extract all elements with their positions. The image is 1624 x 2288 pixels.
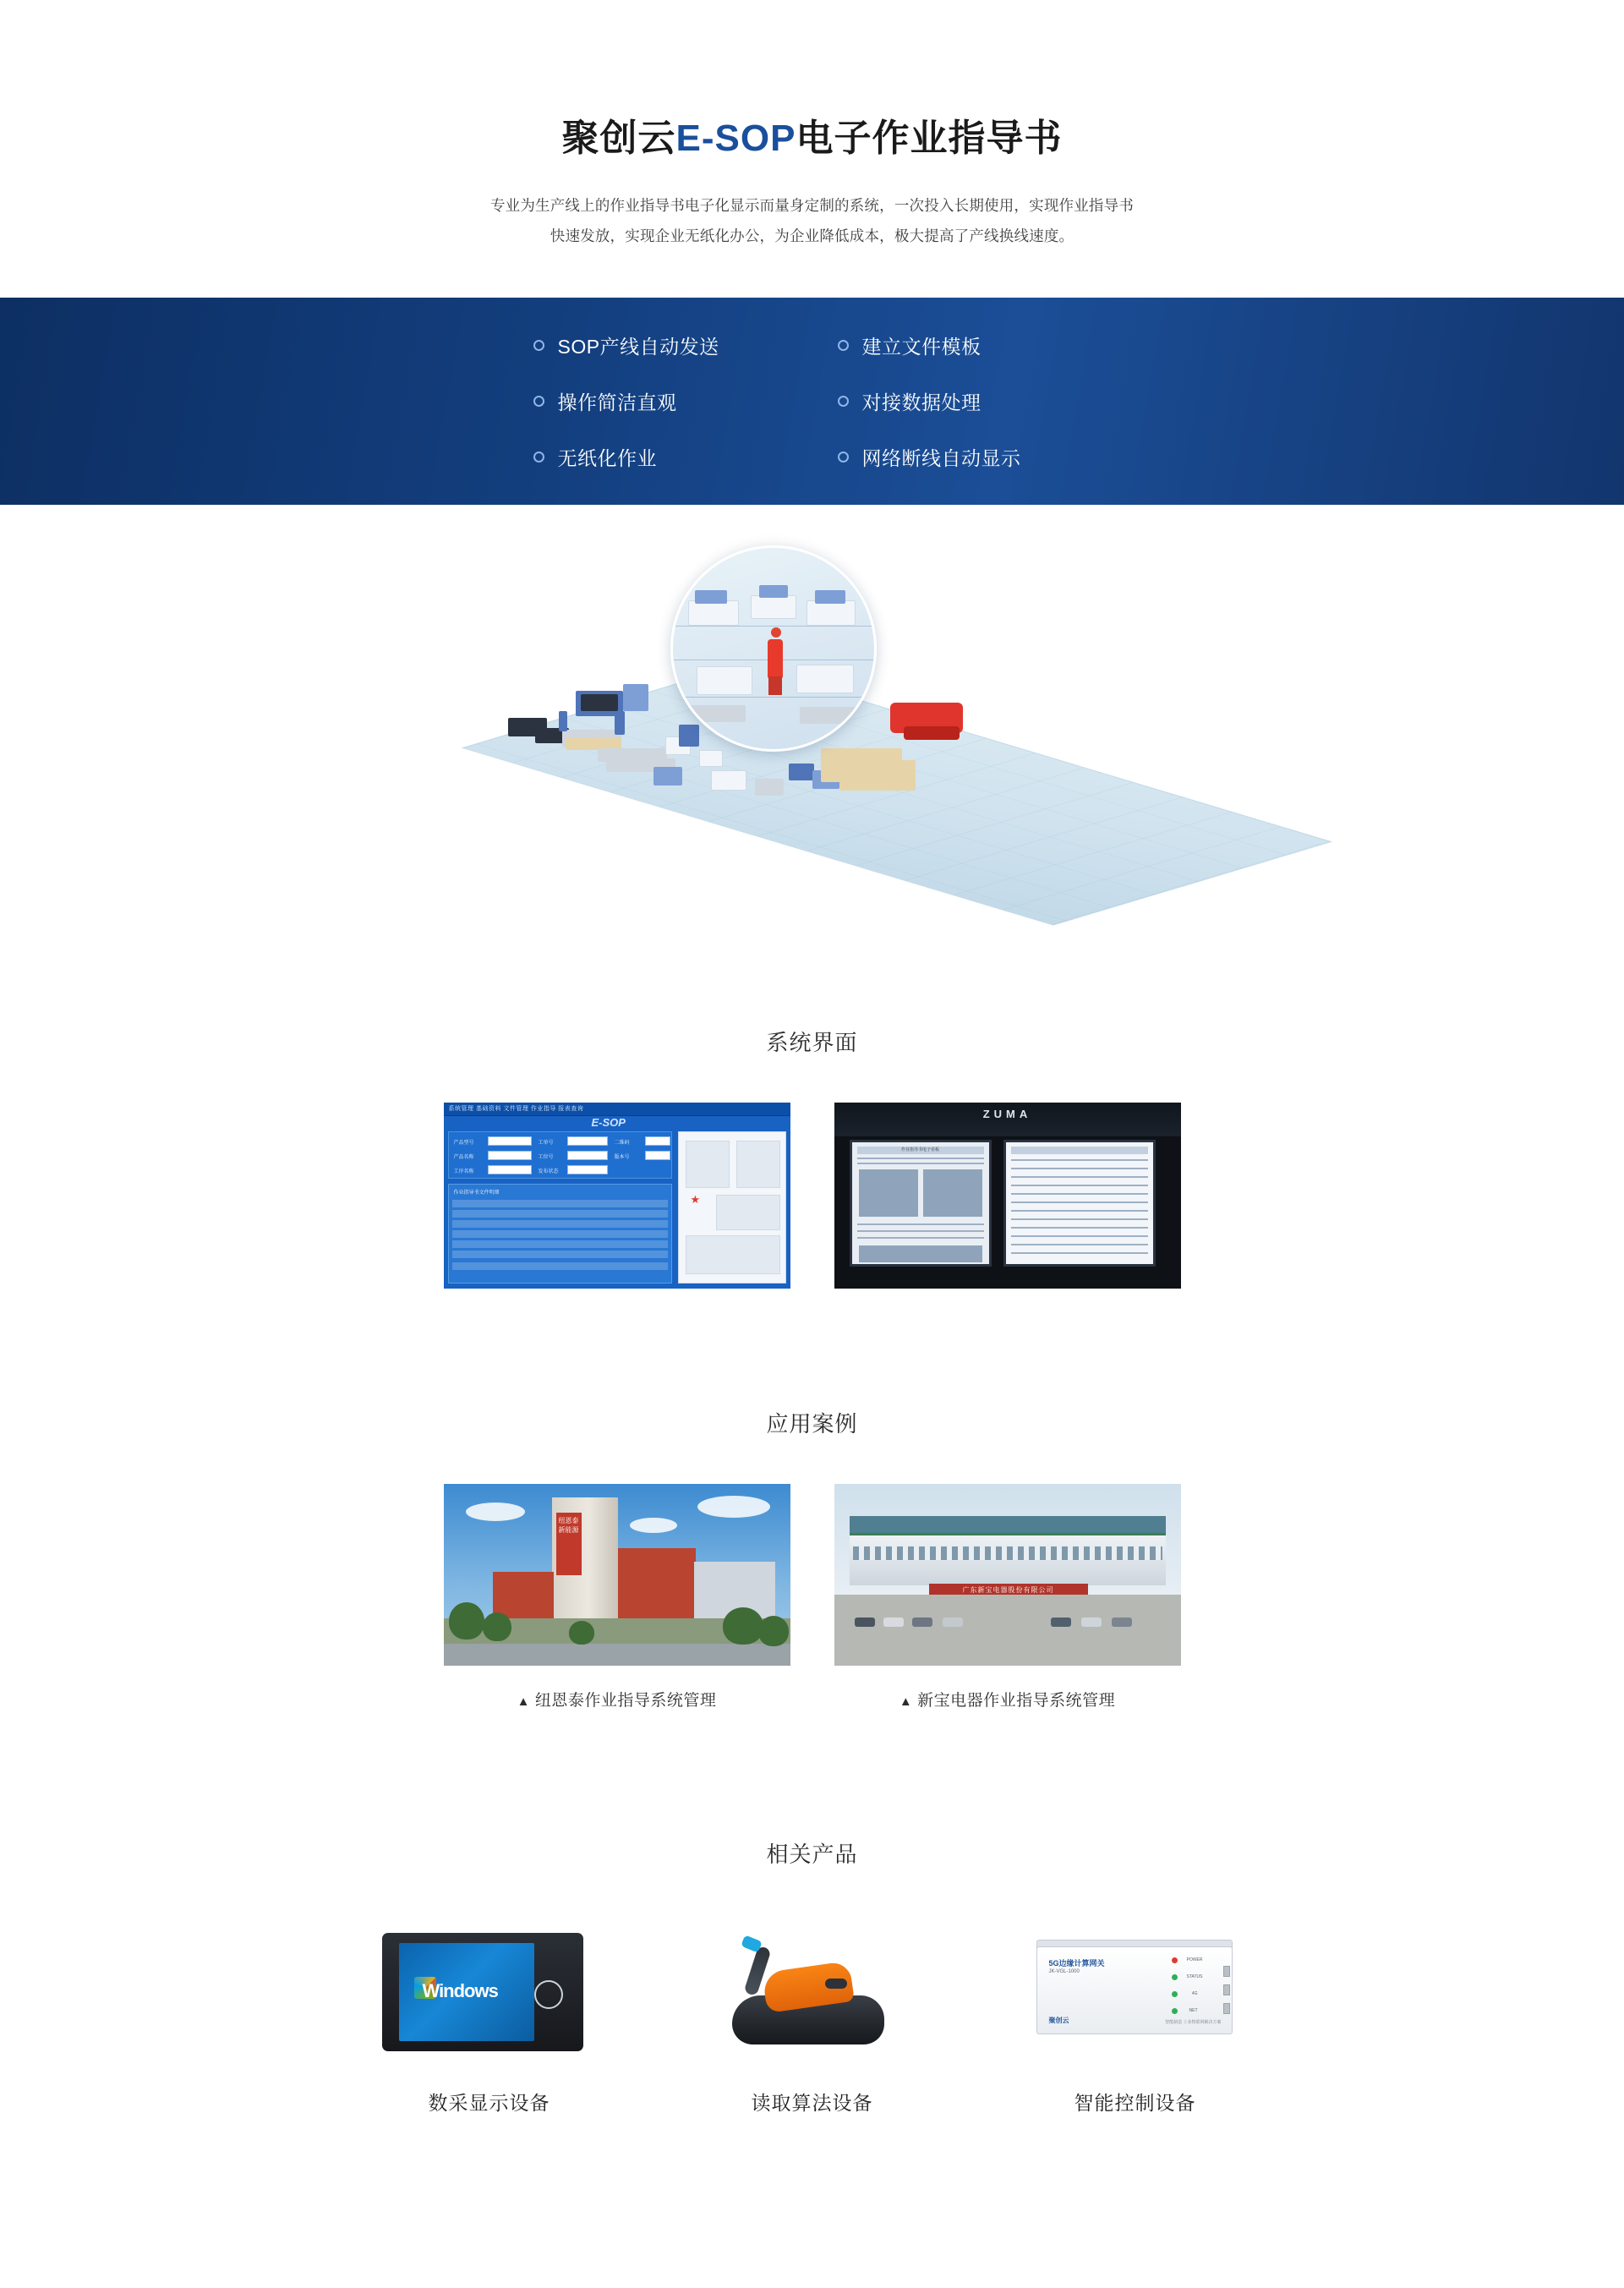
magnifier-worker-head [771, 627, 781, 638]
magnifier-worker-body [768, 639, 783, 678]
tree-shape [569, 1621, 594, 1645]
rating-star-icon: ★ [690, 1192, 701, 1206]
gateway-title-text: 5G边缘计算网关 [1048, 1958, 1105, 1968]
magnifier-monitor [759, 585, 788, 598]
factory-scene-illustration [0, 513, 1624, 953]
scanner-button [825, 1979, 847, 1989]
product-label-scanner: 读取算法设备 [751, 2091, 873, 2114]
magnifier-content [673, 548, 874, 749]
panel-title: 作业指导书文件明细 [453, 1190, 500, 1196]
scene-block-box [755, 779, 784, 796]
gateway-footer-text: 智能制造 工业物联网解决方案 [1165, 2019, 1222, 2025]
photo-road [444, 1644, 790, 1666]
bullet-circle-icon [533, 396, 544, 407]
scene-block-workstation [699, 750, 723, 767]
case-caption-xinbao [834, 1688, 1181, 1711]
feature-item-simple-operation [533, 387, 787, 415]
gateway-body [1036, 1946, 1233, 2034]
magnifier-floor-line [670, 626, 877, 627]
case-caption-text: 新宝电器作业指导系统管理 [917, 1691, 1116, 1710]
form-label: 产品型号 [453, 1140, 474, 1146]
gateway-brand-text: 聚创云 [1048, 2016, 1069, 2024]
software-query-form [448, 1131, 672, 1179]
form-input[interactable] [645, 1151, 670, 1160]
led-net-icon [1172, 2008, 1178, 2014]
scene-block-pallet-stack [839, 760, 916, 791]
case-card-niuentai [444, 1484, 790, 1711]
form-label: 二维码 [614, 1140, 630, 1146]
feature-label: 网络断线自动显示 [861, 446, 1021, 469]
bullet-circle-icon [838, 452, 849, 463]
monitor-text-line [857, 1237, 984, 1239]
case-photo-xinbao[interactable] [834, 1484, 1181, 1666]
bullet-circle-icon [533, 452, 544, 463]
product-gateway[interactable] [1021, 1918, 1249, 2116]
feature-label: SOP产线自动发送 [557, 335, 719, 358]
car-shape [1112, 1617, 1132, 1627]
shopfloor-display-photo[interactable] [834, 1103, 1181, 1289]
led-4g-label: 4G [1191, 1990, 1198, 1996]
product-image-scanner [698, 1918, 927, 2066]
feature-item-file-template [838, 331, 1091, 359]
monitor-image-block [859, 1169, 918, 1217]
feature-label: 对接数据处理 [861, 391, 982, 413]
case-caption-niuentai [444, 1688, 790, 1711]
feature-label: 无纸化作业 [557, 446, 657, 469]
software-menu-text: 系统管理 基础资料 文件管理 作业指导 报表查询 [448, 1105, 584, 1112]
section-title-products: 相关产品 [766, 1841, 858, 1867]
scene-magnifier [670, 545, 877, 752]
magnifier-workbench [688, 600, 739, 626]
monitor-text-line [1011, 1227, 1148, 1229]
monitor-image-block [859, 1245, 982, 1262]
form-label: 产品名称 [453, 1154, 474, 1160]
form-label: 版本号 [614, 1154, 630, 1160]
magnifier-workbench [807, 600, 856, 626]
page-title-suffix: 电子作业指导书 [796, 118, 1063, 159]
table-row[interactable] [452, 1240, 668, 1248]
car-shape [943, 1617, 963, 1627]
monitor-text-line [1011, 1235, 1148, 1237]
product-gallery [0, 1918, 1624, 2116]
scanner-tip-icon [741, 1935, 763, 1952]
led-status-icon [1172, 1974, 1178, 1980]
form-input[interactable] [567, 1136, 608, 1146]
table-row[interactable] [452, 1220, 668, 1228]
scene-block-forklift-base [904, 726, 960, 740]
car-shape [883, 1617, 904, 1627]
led-4g-icon [1172, 1991, 1178, 1997]
factory-scene [457, 537, 1167, 926]
monitor-text-line [1011, 1159, 1148, 1161]
led-status-label: STATUS [1186, 1973, 1203, 1979]
company-sign-text: 广东新宝电器股份有限公司 [929, 1584, 1088, 1596]
monitor-text-line [1011, 1210, 1148, 1212]
page-title-prefix: 聚创云 [561, 118, 676, 159]
magnifier-floor-line [670, 697, 877, 698]
section-title-system-ui: 系统界面 [766, 1029, 858, 1055]
panel-pc-screen-text: Windows [422, 1979, 498, 2001]
bullet-circle-icon [533, 340, 544, 351]
monitor-text-line [1011, 1218, 1148, 1220]
software-detail-panel [448, 1184, 672, 1284]
software-titlebar [444, 1103, 790, 1116]
magnifier-workbench [697, 666, 752, 695]
scene-block-pillar [615, 711, 625, 735]
software-logo: E-SOP [591, 1115, 626, 1129]
case-card-xinbao [834, 1484, 1181, 1711]
building-sign-text: 纽恩泰新能源 [558, 1516, 579, 1534]
cloud-shape [697, 1496, 770, 1518]
table-row[interactable] [452, 1200, 668, 1207]
monitor-text-line [857, 1158, 984, 1159]
monitor-caption: 作业指导书电子看板 [857, 1147, 984, 1154]
photo-ground [834, 1595, 1181, 1666]
table-row[interactable] [452, 1251, 668, 1258]
form-input[interactable] [567, 1165, 608, 1174]
building-window-row [853, 1546, 1162, 1560]
gateway-port [1223, 1984, 1230, 1995]
scene-block-machine [653, 767, 682, 785]
feature-list [533, 317, 1091, 484]
page-subtitle [432, 191, 1193, 252]
preview-thumbnail[interactable] [736, 1141, 780, 1188]
system-ui-gallery [0, 1103, 1624, 1289]
page-title [0, 0, 1624, 162]
table-row[interactable] [452, 1210, 668, 1218]
car-shape [912, 1617, 932, 1627]
monitor-text-line [1011, 1244, 1148, 1245]
preview-thumbnail[interactable] [716, 1195, 780, 1230]
magnifier-shelf [800, 707, 859, 724]
case-gallery [0, 1484, 1624, 1711]
page-subtitle-line1: 专业为生产线上的作业指导书电子化显示而量身定制的系统，一次投入长期使用，实现作业指导书 [489, 197, 1135, 215]
form-label: 工位号 [538, 1154, 554, 1160]
scene-block-pillar [559, 711, 567, 731]
monitor-text-line [1011, 1252, 1148, 1254]
section-title-cases: 应用案例 [766, 1410, 858, 1437]
product-image-gateway [1021, 1918, 1249, 2066]
magnifier-worker-legs [768, 676, 782, 695]
photo-monitor-left [850, 1140, 992, 1267]
led-power-label: POWER [1186, 1957, 1203, 1962]
monitor-text-line [1011, 1193, 1148, 1195]
photo-monitor-right [1003, 1140, 1156, 1267]
car-shape [1081, 1617, 1102, 1627]
triangle-marker-icon: ▲ [517, 1694, 530, 1709]
scene-block-display-screen [581, 694, 618, 711]
case-caption-text: 纽恩泰作业指导系统管理 [534, 1691, 717, 1710]
panel-pc-screen [399, 1943, 534, 2041]
magnifier-monitor [815, 590, 845, 604]
car-shape [1051, 1617, 1071, 1627]
form-input[interactable] [567, 1151, 608, 1160]
car-shape [855, 1617, 875, 1627]
form-input[interactable] [488, 1165, 532, 1174]
scene-block-cabinet [623, 684, 648, 711]
product-label-gateway: 智能控制设备 [1074, 2091, 1196, 2114]
tree-shape [449, 1602, 484, 1639]
triangle-marker-icon: ▲ [899, 1694, 913, 1709]
gateway-model-text: JK-VGL-1000 [1048, 1968, 1080, 1974]
bullet-circle-icon [838, 396, 849, 407]
monitor-text-line [1011, 1201, 1148, 1203]
form-label: 发布状态 [538, 1169, 559, 1174]
product-image-panel-pc [375, 1918, 604, 2066]
product-scanner[interactable] [698, 1918, 927, 2116]
magnifier-monitor [695, 590, 727, 604]
monitor-image-block [923, 1169, 982, 1217]
product-label-panel-pc: 数采显示设备 [428, 2091, 550, 2114]
gateway-port [1223, 1966, 1230, 1977]
monitor-text-line [857, 1230, 984, 1232]
cloud-shape [466, 1503, 525, 1521]
form-input[interactable] [488, 1151, 532, 1160]
feature-item-data-integration [838, 387, 1091, 415]
panel-pc-body [382, 1933, 583, 2051]
page-title-accent: E-SOP [675, 118, 796, 159]
preview-thumbnail[interactable] [686, 1235, 780, 1274]
scene-block-machine [789, 764, 814, 780]
form-input[interactable] [645, 1136, 670, 1146]
magnifier-workbench [751, 595, 796, 619]
monitor-text-line [1011, 1168, 1148, 1169]
tree-shape [483, 1612, 511, 1641]
monitor-text-line [857, 1223, 984, 1225]
product-panel-pc[interactable] [375, 1918, 604, 2116]
feature-label: 建立文件模板 [861, 335, 982, 358]
building-red-block [618, 1548, 696, 1626]
esop-software-screenshot[interactable] [444, 1103, 790, 1289]
feature-item-paperless [533, 443, 787, 471]
gateway-port [1223, 2003, 1230, 2014]
scene-block-workstation [711, 770, 746, 791]
photo-brand-text: ZUMA [982, 1107, 1032, 1120]
form-input[interactable] [488, 1136, 532, 1146]
form-label: 工单号 [538, 1140, 554, 1146]
feature-band [0, 298, 1624, 505]
cloud-shape [630, 1518, 677, 1533]
magnifier-shelf [685, 705, 746, 722]
preview-thumbnail[interactable] [686, 1141, 730, 1188]
magnifier-workbench [796, 665, 854, 693]
table-row[interactable] [452, 1230, 668, 1238]
led-net-label: NET [1189, 2007, 1198, 2013]
monitor-text-line [1011, 1185, 1148, 1186]
case-photo-niuentai[interactable] [444, 1484, 790, 1666]
monitor-caption [1011, 1147, 1148, 1154]
building-roofline [850, 1516, 1166, 1533]
tree-shape [723, 1607, 763, 1645]
form-label: 工序名称 [453, 1169, 474, 1174]
table-row[interactable] [452, 1262, 668, 1270]
feature-item-offline-display [838, 443, 1091, 471]
led-power-icon [1172, 1957, 1178, 1963]
panel-pc-power-ring-icon [534, 1980, 563, 2009]
feature-item-sop-auto-send [533, 331, 787, 359]
page-subtitle-line2: 快速发放，实现企业无纸化办公，为企业降低成本，极大提高了产线换线速度。 [550, 227, 1074, 245]
software-preview-panel [678, 1131, 786, 1284]
monitor-text-line [1011, 1176, 1148, 1178]
bullet-circle-icon [838, 340, 849, 351]
monitor-text-line [857, 1163, 984, 1164]
feature-label: 操作简洁直观 [557, 391, 677, 413]
tree-shape [758, 1616, 789, 1646]
